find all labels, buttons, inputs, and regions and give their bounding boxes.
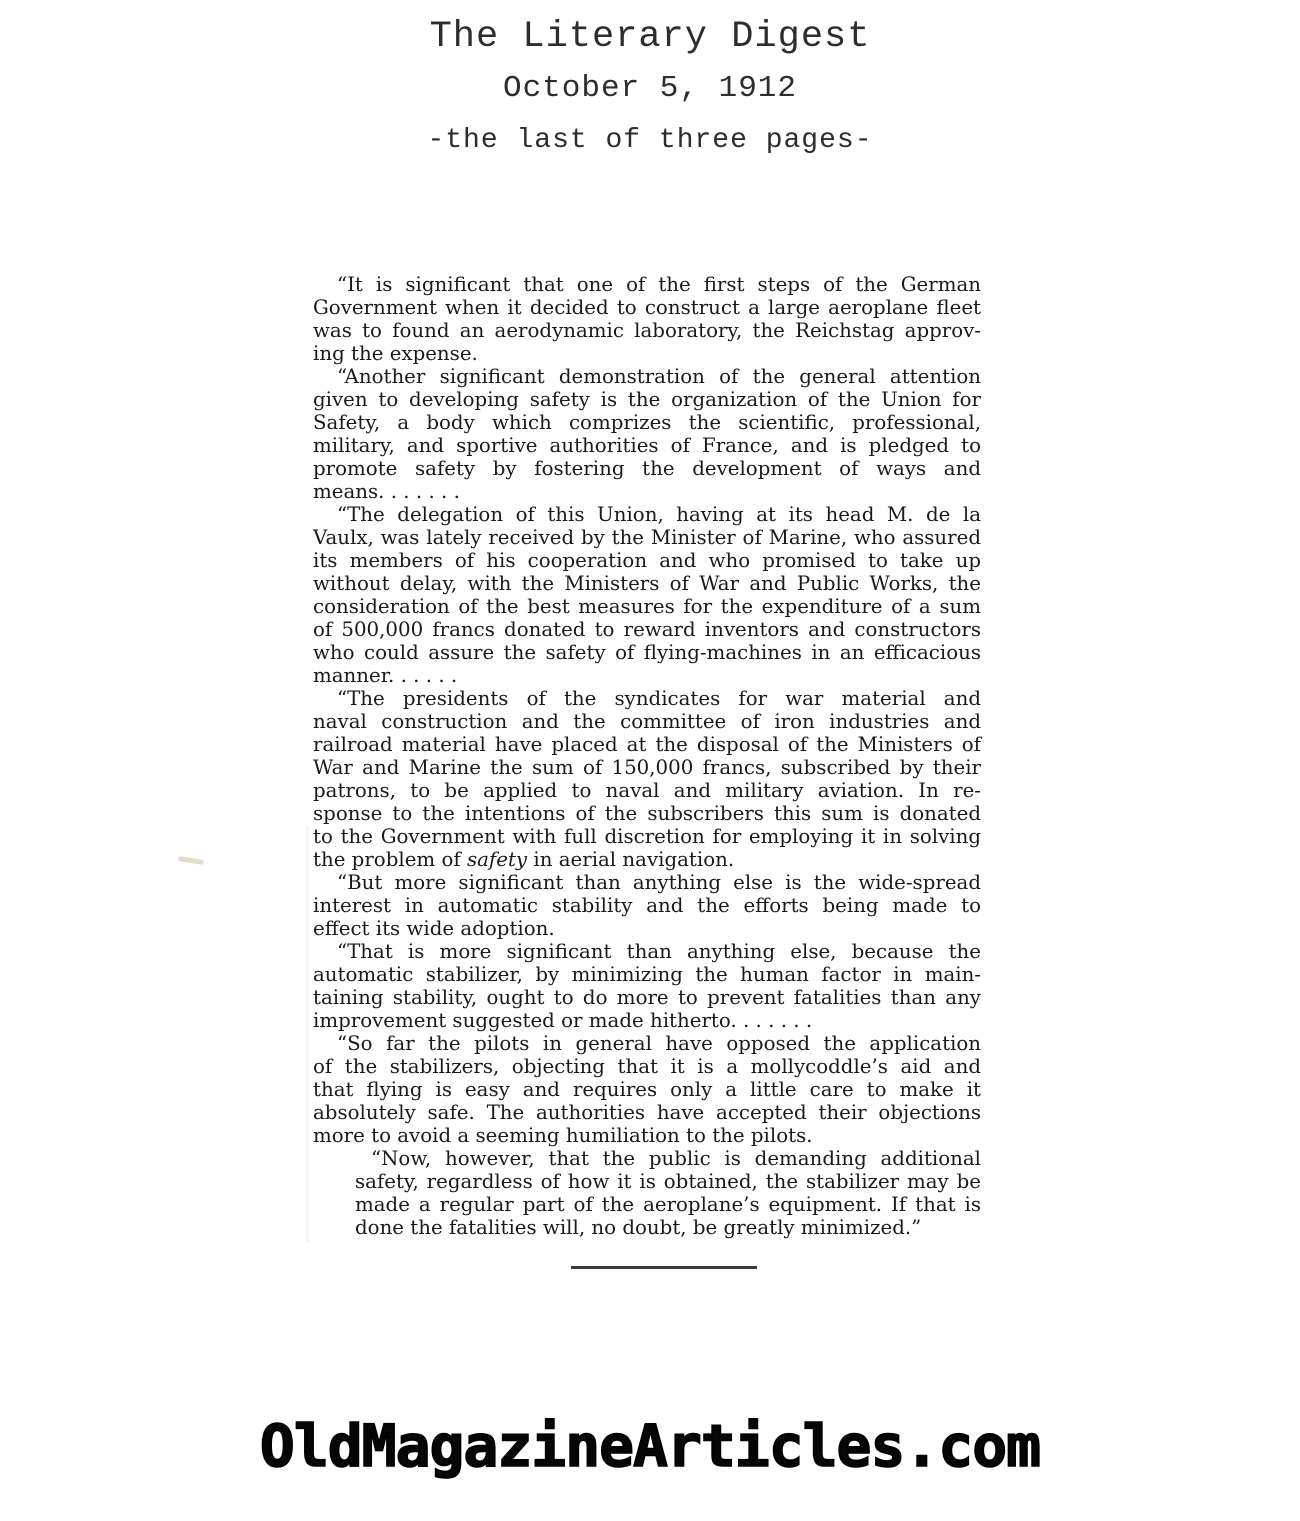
text-line: its members of his cooperation and who promised to take up bbox=[313, 549, 981, 572]
text-line: manner. . . . . . bbox=[313, 664, 458, 687]
scan-dash-artifact bbox=[178, 856, 204, 865]
text-line: sponse to the intentions of the subscribers this sum is donated bbox=[313, 802, 981, 825]
page-note: -the last of three pages- bbox=[427, 125, 873, 156]
text-line: interest in automatic stability and the efforts being made to bbox=[313, 894, 981, 917]
text-line: military, and sportive authorities of France, and is pledged to bbox=[313, 434, 981, 457]
paragraph bbox=[313, 503, 981, 687]
text-line: “Another significant demonstration of the general attention bbox=[337, 365, 981, 388]
issue-date: October 5, 1912 bbox=[502, 71, 798, 106]
text-line: “It is significant that one of the first steps of the German bbox=[337, 273, 981, 296]
text-line: taining stability, ought to do more to prevent fatalities than any bbox=[313, 986, 981, 1009]
paragraph bbox=[313, 871, 981, 940]
text-line: ing the expense. bbox=[313, 342, 478, 365]
text-line: “That is more significant than anything else, because the bbox=[337, 940, 981, 963]
paragraph bbox=[313, 273, 981, 365]
text-line: consideration of the best measures for the expenditure of a sum bbox=[313, 595, 981, 618]
text-line: more to avoid a seeming humiliation to the pilots. bbox=[313, 1124, 813, 1147]
text-line: patrons, to be applied to naval and military aviation. In re- bbox=[313, 779, 981, 802]
text-line: effect its wide adoption. bbox=[313, 917, 555, 940]
text-line: done the fatalities will, no doubt, be greatly minimized.” bbox=[355, 1216, 922, 1239]
text-line: “The presidents of the syndicates for war material and bbox=[337, 687, 981, 710]
text-line: “The delegation of this Union, having at its head M. de la bbox=[337, 503, 981, 526]
text-line: automatic stabilizer, by minimizing the human factor in main- bbox=[313, 963, 981, 986]
end-rule bbox=[571, 1266, 757, 1269]
text-line: made a regular part of the aeroplane’s equipment. If that is bbox=[355, 1193, 981, 1216]
page-header bbox=[0, 16, 1300, 157]
text-line: “Now, however, that the public is demanding additional bbox=[371, 1147, 981, 1170]
text-line: of the stabilizers, objecting that it is a mollycoddle’s aid and bbox=[313, 1055, 981, 1078]
text-line: War and Marine the sum of 150,000 francs, subscribed by their bbox=[313, 756, 981, 779]
text-line: the problem of safety in aerial navigation. bbox=[313, 848, 735, 871]
publication-title: The Literary Digest bbox=[429, 16, 871, 58]
paragraph bbox=[313, 365, 981, 503]
text-line: improvement suggested or made hitherto. . . . . . . bbox=[313, 1009, 813, 1032]
text-line: was to found an aerodynamic laboratory, the Reichstag approv- bbox=[313, 319, 981, 342]
text-line: Government when it decided to construct a large aeroplane fleet bbox=[313, 296, 981, 319]
text-line: that flying is easy and requires only a little care to make it bbox=[313, 1078, 981, 1101]
text-line: to the Government with full discretion for employing it in solving bbox=[313, 825, 981, 848]
text-line: who could assure the safety of flying-machines in an efficacious bbox=[313, 641, 981, 664]
text-line: absolutely safe. The authorities have accepted their objections bbox=[313, 1101, 981, 1124]
text-line: given to developing safety is the organization of the Union for bbox=[313, 388, 981, 411]
watermark-text: OldMagazineArticles.com bbox=[259, 1412, 1041, 1480]
text-line: means. . . . . . . bbox=[313, 480, 460, 503]
article-body bbox=[313, 273, 981, 1239]
text-line: safety, regardless of how it is obtained, the stabilizer may be bbox=[355, 1170, 981, 1193]
scan-edge-artifact bbox=[306, 826, 309, 1242]
text-line: “So far the pilots in general have opposed the application bbox=[337, 1032, 981, 1055]
text-line: railroad material have placed at the disposal of the Ministers of bbox=[313, 733, 981, 756]
text-line: Safety, a body which comprizes the scientific, professional, bbox=[313, 411, 981, 434]
paragraph bbox=[355, 1147, 981, 1239]
text-line: of 500,000 francs donated to reward inventors and constructors bbox=[313, 618, 981, 641]
paragraph bbox=[313, 940, 981, 1032]
paragraph bbox=[313, 1032, 981, 1147]
text-line: “But more significant than anything else is the wide-spread bbox=[337, 871, 981, 894]
text-line: promote safety by fostering the development of ways and bbox=[313, 457, 981, 480]
text-line: without delay, with the Ministers of War and Public Works, the bbox=[313, 572, 981, 595]
paragraph bbox=[313, 687, 981, 871]
text-line: naval construction and the committee of iron industries and bbox=[313, 710, 981, 733]
text-line: Vaulx, was lately received by the Minister of Marine, who assured bbox=[313, 526, 981, 549]
